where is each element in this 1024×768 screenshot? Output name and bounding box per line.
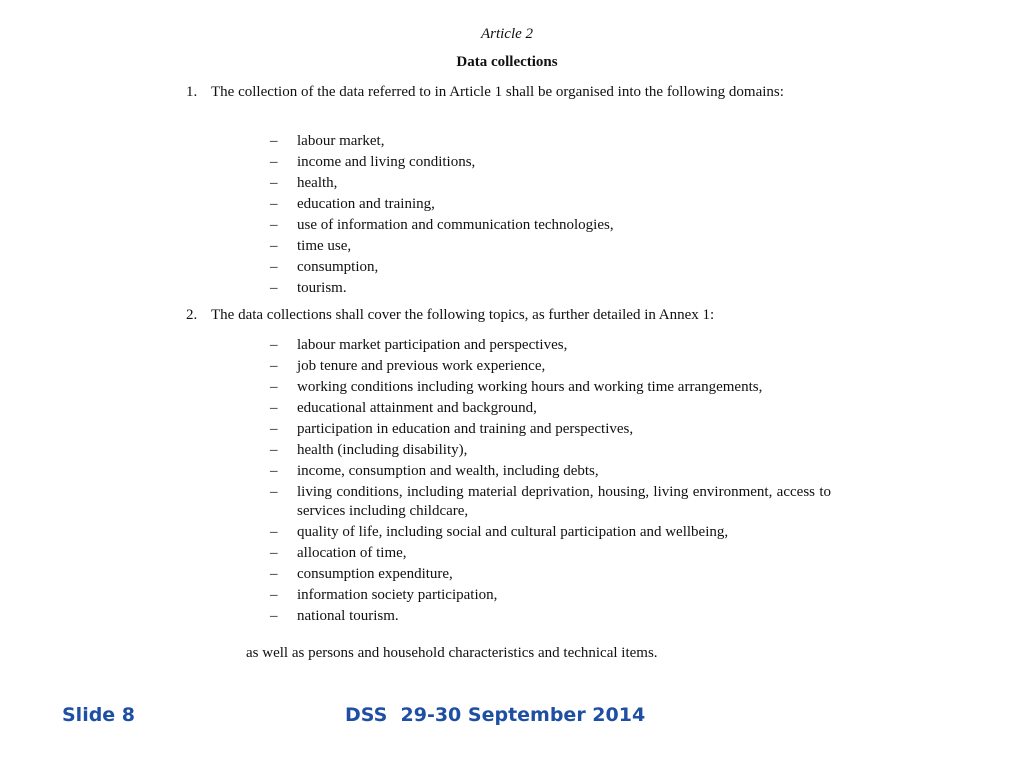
paragraph-1-number: 1. xyxy=(186,84,198,100)
article-heading: Data collections xyxy=(456,54,558,70)
domain-list xyxy=(270,132,831,300)
list-item-text: educational attainment and background, xyxy=(297,400,537,416)
list-item xyxy=(270,279,831,298)
closing-sentence: as well as persons and household characteristics and technical items. xyxy=(246,645,658,661)
paragraph-1 xyxy=(186,83,831,102)
list-item-text: income and living conditions, xyxy=(297,154,476,170)
list-item xyxy=(270,483,831,521)
list-item-text: health (including disability), xyxy=(297,442,468,458)
dash-bullet: – xyxy=(270,280,278,296)
list-item xyxy=(270,378,831,397)
dash-bullet: – xyxy=(270,337,278,353)
list-item xyxy=(270,336,831,355)
paragraph-2-text: The data collections shall cover the following topics, as further detailed in Annex 1: xyxy=(211,307,715,323)
list-item-text: national tourism. xyxy=(297,608,399,624)
paragraph-1-text: The collection of the data referred to in Article 1 shall be organised into the following domains: xyxy=(211,84,784,100)
list-item xyxy=(270,195,831,214)
list-item-text: consumption, xyxy=(297,259,379,275)
dash-bullet: – xyxy=(270,608,278,624)
list-item xyxy=(270,607,831,626)
list-item-text: time use, xyxy=(297,238,352,254)
list-item-text: education and training, xyxy=(297,196,435,212)
dash-bullet: – xyxy=(270,463,278,479)
dash-bullet: – xyxy=(270,154,278,170)
dash-bullet: – xyxy=(270,484,278,500)
dash-bullet: – xyxy=(270,358,278,374)
slide-number: Slide 8 xyxy=(62,704,136,726)
list-item-text: allocation of time, xyxy=(297,545,407,561)
dash-bullet: – xyxy=(270,217,278,233)
list-item-text: tourism. xyxy=(297,280,347,296)
topic-list xyxy=(270,336,831,628)
dash-bullet: – xyxy=(270,587,278,603)
dash-bullet: – xyxy=(270,421,278,437)
list-item xyxy=(270,462,831,481)
article-label: Article 2 xyxy=(480,26,534,42)
list-item xyxy=(270,258,831,277)
list-item xyxy=(270,174,831,193)
list-item-text: working conditions including working hours and working time arrangements, xyxy=(297,379,763,395)
list-item xyxy=(270,586,831,605)
list-item xyxy=(270,544,831,563)
list-item xyxy=(270,441,831,460)
paragraph-2 xyxy=(186,306,831,325)
dash-bullet: – xyxy=(270,379,278,395)
list-item xyxy=(270,237,831,256)
dash-bullet: – xyxy=(270,400,278,416)
list-item-text: health, xyxy=(297,175,338,191)
dash-bullet: – xyxy=(270,196,278,212)
list-item-text: consumption expenditure, xyxy=(297,566,453,582)
list-item xyxy=(270,216,831,235)
list-item xyxy=(270,357,831,376)
dash-bullet: – xyxy=(270,175,278,191)
list-item xyxy=(270,420,831,439)
list-item-text: labour market, xyxy=(297,133,385,149)
dash-bullet: – xyxy=(270,259,278,275)
list-item xyxy=(270,399,831,418)
dash-bullet: – xyxy=(270,238,278,254)
dash-bullet: – xyxy=(270,545,278,561)
list-item-text: use of information and communication technologies, xyxy=(297,217,614,233)
list-item-text: participation in education and training and perspectives, xyxy=(297,421,634,437)
list-item-text: quality of life, including social and cultural participation and wellbeing, xyxy=(297,524,729,540)
list-item-text: living conditions, including material deprivation, housing, living environment, access to services including childcare, xyxy=(297,484,831,519)
paragraph-2-number: 2. xyxy=(186,307,198,323)
dash-bullet: – xyxy=(270,133,278,149)
list-item xyxy=(270,132,831,151)
list-item-text: information society participation, xyxy=(297,587,498,603)
dash-bullet: – xyxy=(270,442,278,458)
dash-bullet: – xyxy=(270,566,278,582)
list-item xyxy=(270,153,831,172)
list-item xyxy=(270,523,831,542)
dash-bullet: – xyxy=(270,524,278,540)
list-item xyxy=(270,565,831,584)
list-item-text: income, consumption and wealth, including debts, xyxy=(297,463,599,479)
list-item-text: job tenure and previous work experience, xyxy=(297,358,546,374)
event-label: DSS 29-30 September 2014 xyxy=(345,704,646,726)
list-item-text: labour market participation and perspectives, xyxy=(297,337,568,353)
